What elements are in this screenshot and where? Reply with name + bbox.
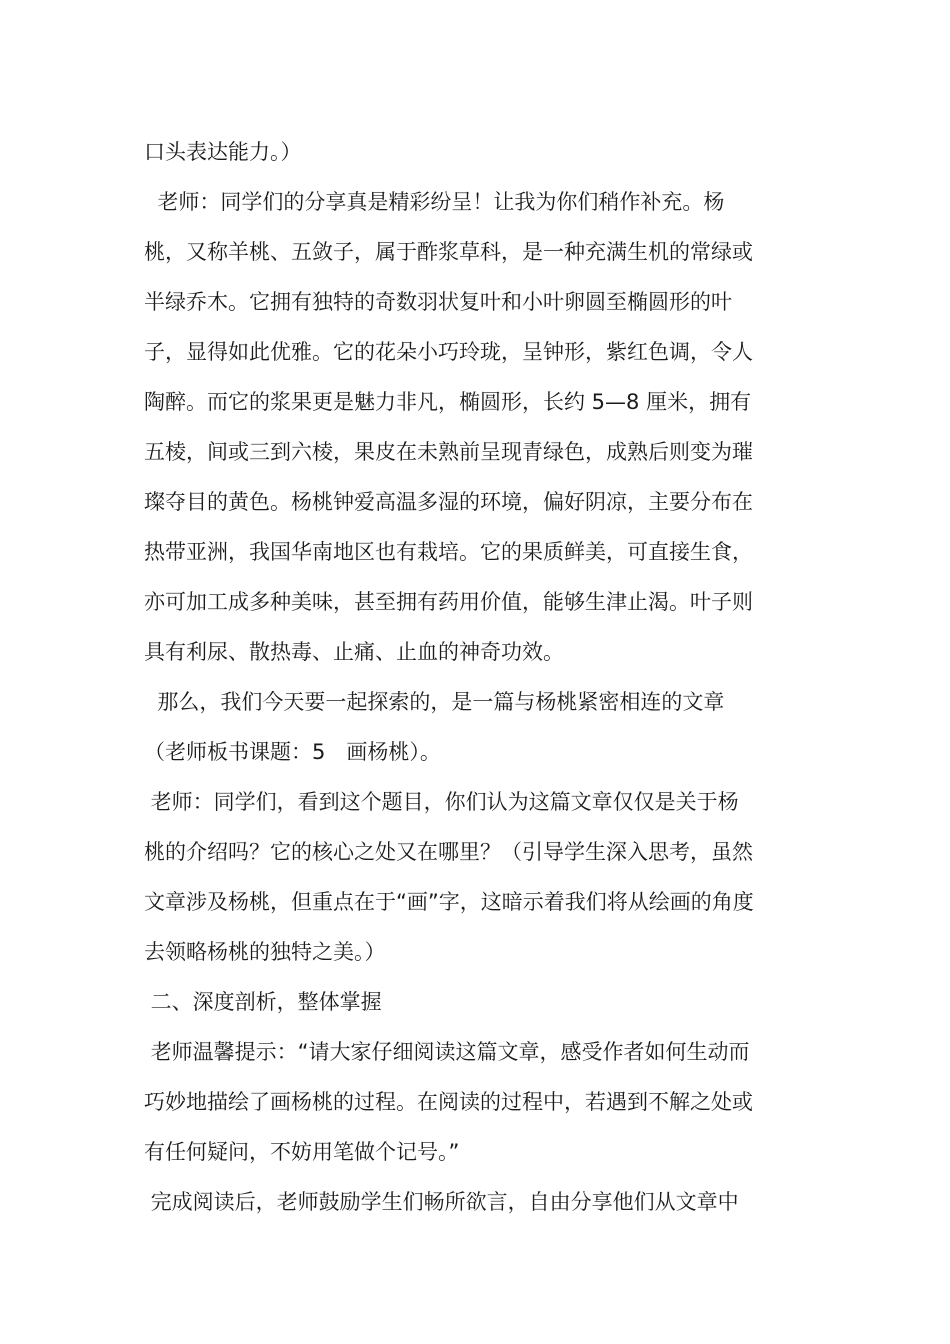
text-line: 巧妙地描绘了画杨桃的过程。在阅读的过程中，若遇到不解之处或 [144, 1090, 753, 1114]
text-line: 陶醉。而它的浆果更是魅力非凡，椭圆形，长约 5—8 厘米，拥有 [144, 390, 752, 414]
text-line: 那么，我们今天要一起探索的，是一篇与杨桃紧密相连的文章 [144, 690, 725, 714]
text-line: 老师：同学们，看到这个题目，你们认为这篇文章仅仅是关于杨 [144, 790, 739, 814]
text-line: 具有利尿、散热毒、止痛、止血的神奇功效。 [144, 640, 564, 664]
text-line: 桃的介绍吗？它的核心之处又在哪里？（引导学生深入思考，虽然 [144, 840, 753, 864]
text-line: 五棱，间或三到六棱，果皮在未熟前呈现青绿色，成熟后则变为璀 [144, 440, 753, 464]
text-line: 子，显得如此优雅。它的花朵小巧玲珑，呈钟形，紫红色调，令人 [144, 340, 753, 364]
text-line: 老师：同学们的分享真是精彩纷呈！让我为你们稍作补充。杨 [144, 190, 725, 214]
text-line: 热带亚洲，我国华南地区也有栽培。它的果质鲜美，可直接生食， [144, 540, 753, 564]
text-line: 完成阅读后，老师鼓励学生们畅所欲言，自由分享他们从文章中 [144, 1190, 739, 1214]
text-line: 有任何疑问，不妨用笔做个记号。” [144, 1140, 460, 1164]
text-line: 文章涉及杨桃，但重点在于“画”字，这暗示着我们将从绘画的角度 [144, 890, 754, 914]
text-line: 口头表达能力。） [144, 140, 302, 164]
text-line: 亦可加工成多种美味，甚至拥有药用价值，能够生津止渴。叶子则 [144, 590, 753, 614]
text-line: 半绿乔木。它拥有独特的奇数羽状复叶和小叶卵圆至椭圆形的叶 [144, 290, 732, 314]
text-line: 桃，又称羊桃、五敛子，属于酢浆草科，是一种充满生机的常绿或 [144, 240, 753, 264]
section-heading: 二、深度剖析，整体掌握 [144, 990, 382, 1014]
text-line: （老师板书课题：5 画杨桃）。 [144, 740, 441, 764]
text-line: 去领略杨桃的独特之美。） [144, 940, 386, 964]
body-text [144, 127, 810, 1227]
text-line: 璨夺目的黄色。杨桃钟爱高温多湿的环境，偏好阴凉，主要分布在 [144, 490, 753, 514]
text-line: 老师温馨提示：“请大家仔细阅读这篇文章，感受作者如何生动而 [144, 1040, 750, 1064]
